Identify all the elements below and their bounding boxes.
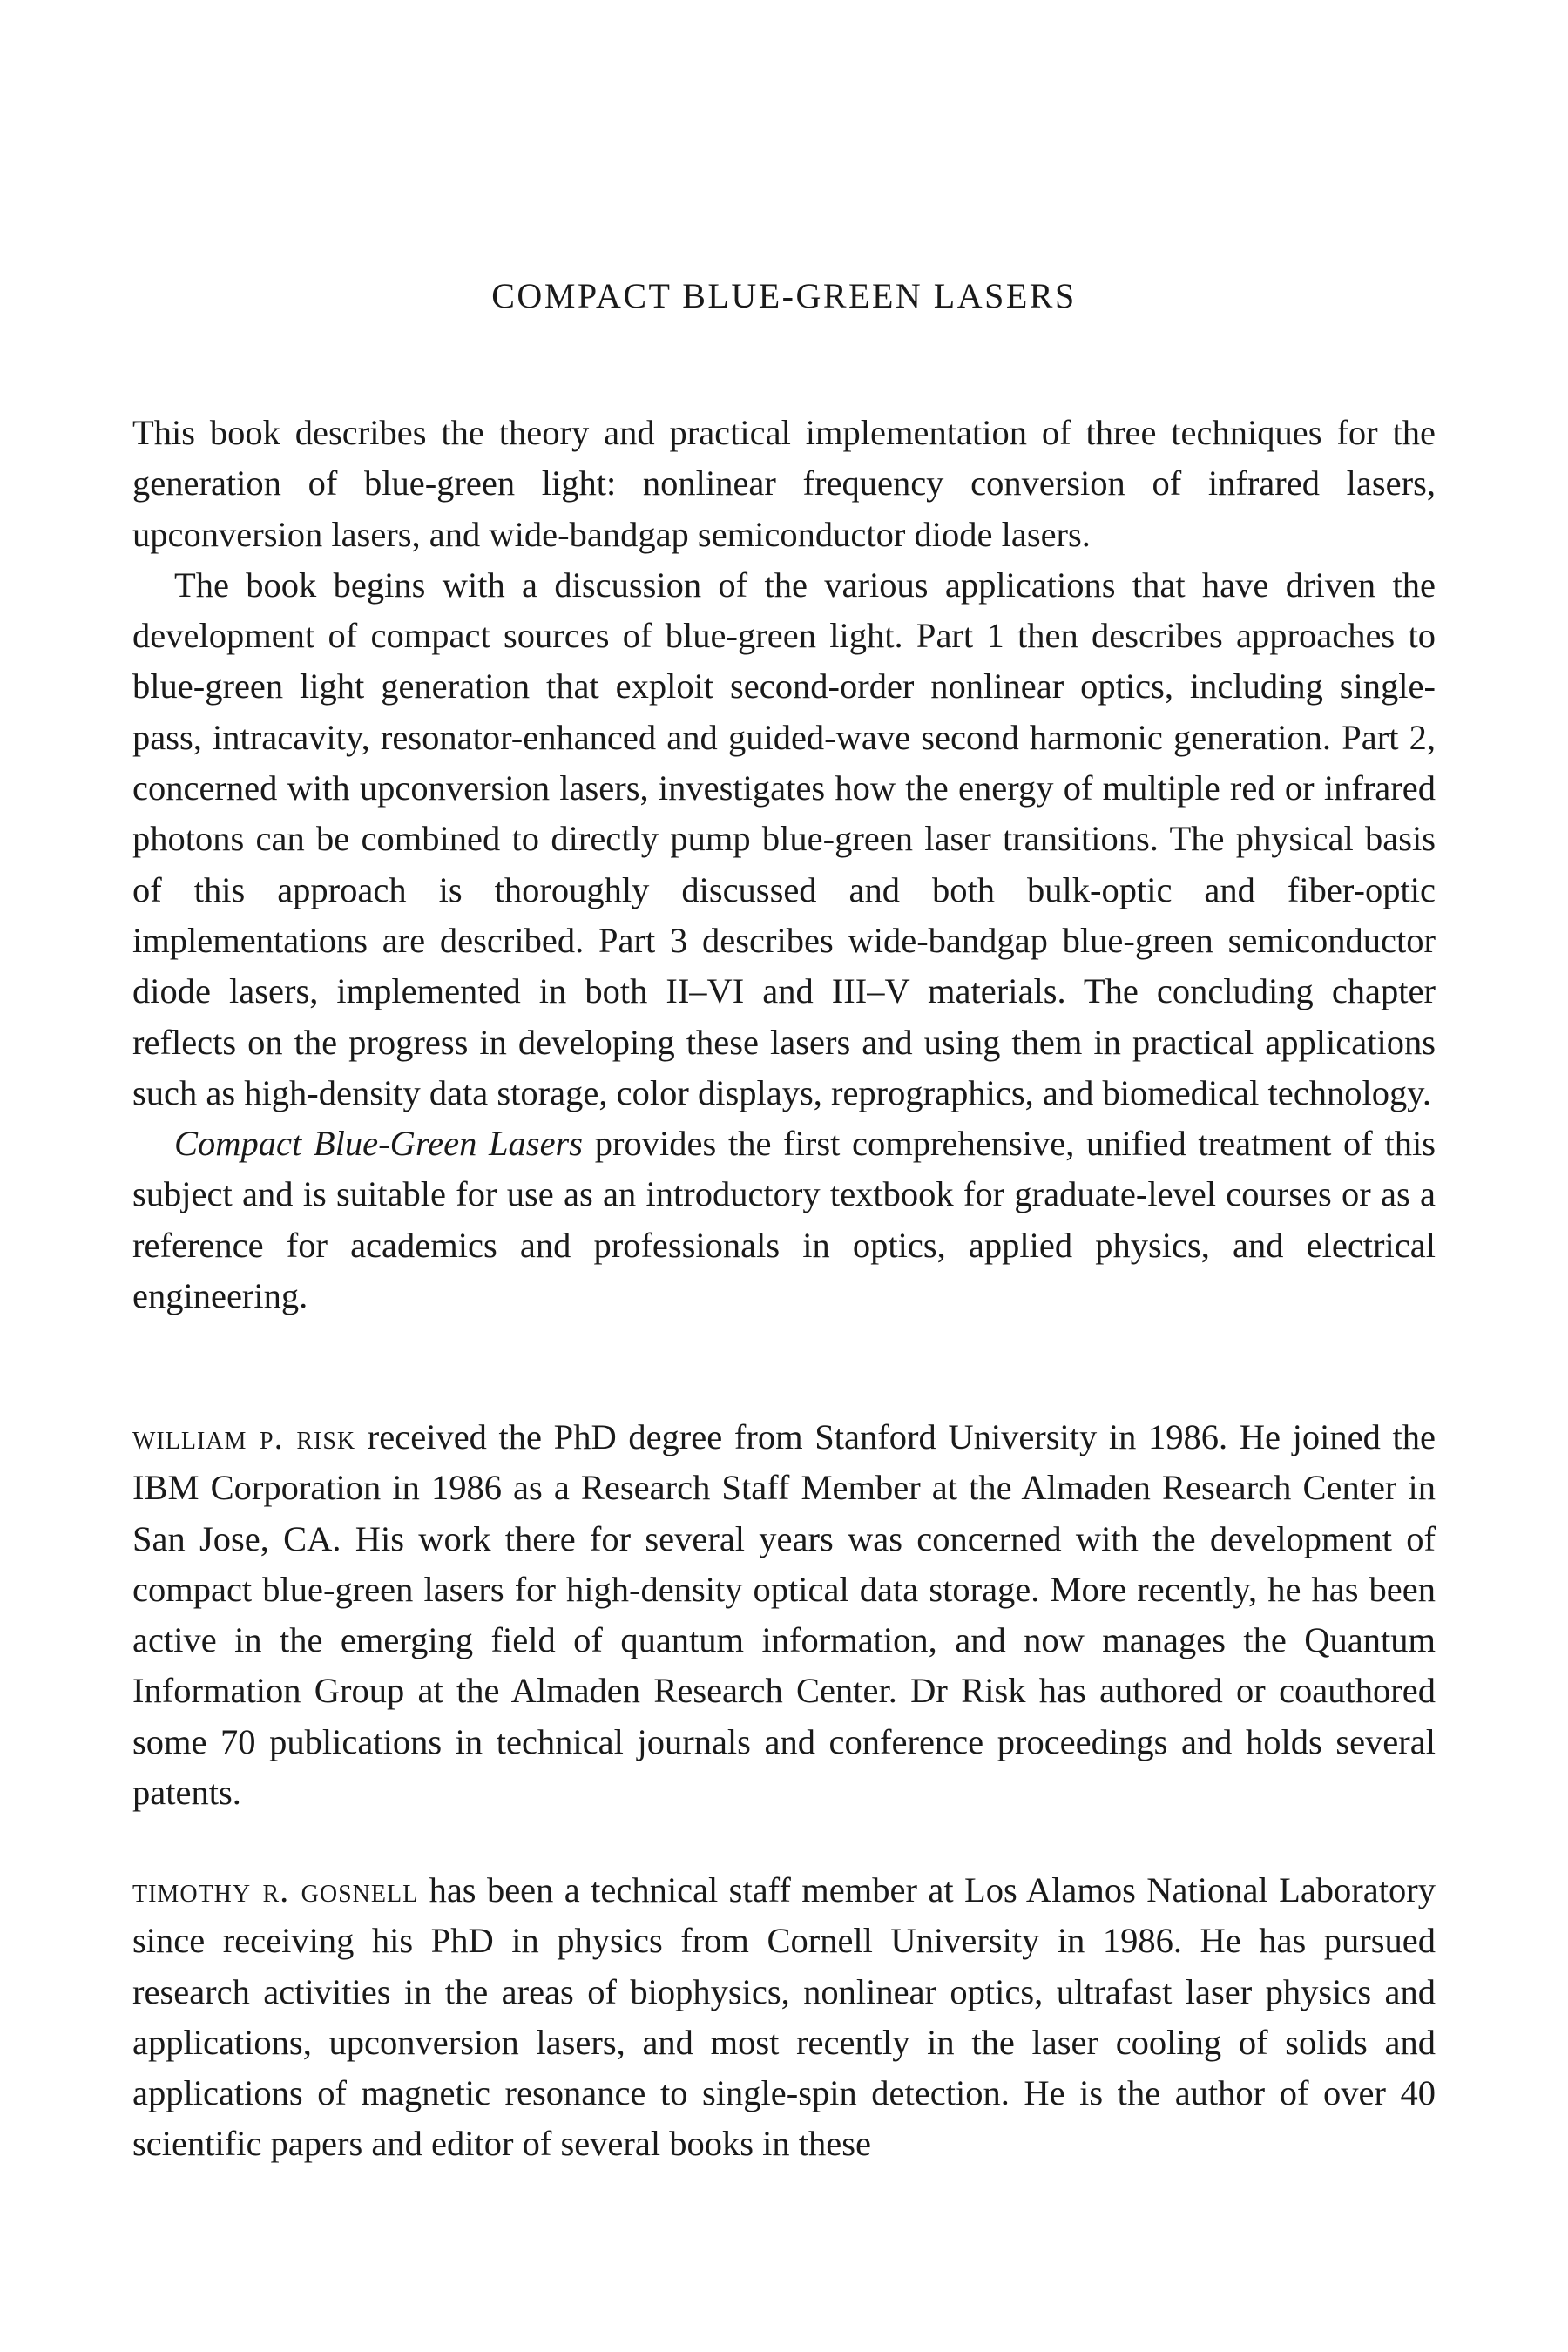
author-bio-paragraph: [132, 1865, 1436, 2170]
summary-paragraph-3-text: provides the first comprehensive, unified treatment of this subject and is suitable for use as an introductory textbook for graduate-level courses or as a reference for academics and professionals in optics, applied physics, and electrical engineering.: [132, 1124, 1436, 1316]
book-title: COMPACT BLUE-GREEN LASERS: [491, 276, 1077, 315]
book-title-italic: Compact Blue-Green Lasers: [174, 1124, 584, 1164]
book-summary: [132, 408, 1436, 1321]
summary-paragraph-2: The book begins with a discussion of the various applications that have driven the development of compact sources of blue-green light. Part 1 then describes approaches to blue-green light generation that exploit second-order nonlinear optics, including single-pass, intracavity, resonator-enhanced and guided-wave second harmonic generation. Part 2, concerned with upconversion lasers, investigates how the energy of multiple red or infrared photons can be combined to directly pump blue-green laser transitions. The physical basis of this approach is thoroughly discussed and both bulk-optic and fiber-optic implementations are described. Part 3 describes wide-bandgap blue-green semiconductor diode lasers, implemented in both II–VI and III–V materials. The concluding chapter reflects on the progress in developing these lasers and using them in practical applications such as high-density data storage, color displays, reprographics, and biomedical technology.: [132, 564, 1436, 1112]
author-bio-text: has been a technical staff member at Los Alamos National Laboratory since receiving his PhD in physics from Cornell University in 1986. He has pursued research activities in the areas of biophysics, nonlinear optics, ultrafast laser physics and applications, upconversion lasers, and most recently in the laser cooling of solids and applications of magnetic resonance to single-spin detection. He is the author of over 40 scientific papers and editor of several books in these: [132, 1870, 1436, 2164]
summary-paragraph-1: This book describes the theory and practical implementation of three techniques for the generation of blue-green light: nonlinear frequency conversion of infrared lasers, upconversion lasers, and wide-bandgap semiconductor diode lasers.: [132, 413, 1436, 554]
author-bio-text: received the PhD degree from Stanford University in 1986. He joined the IBM Corporation in 1986 as a Research Staff Member at the Almaden Research Center in San Jose, CA. His work there for several years was concerned with the development of compact blue-green lasers for high-density optical data storage. More recently, he has been active in the emerging field of quantum information, and now manages the Quantum Information Group at the Almaden Research Center. Dr Risk has authored or coauthored some 70 publications in technical journals and conference proceedings and holds several patents.: [132, 1417, 1436, 1813]
author-bio-paragraph: [132, 1412, 1436, 1818]
author-name: timothy r. gosnell: [132, 1870, 419, 1909]
author-name: william p. risk: [132, 1417, 356, 1456]
author-bio-gosnell: [132, 1865, 1436, 2170]
author-bio-risk: [132, 1412, 1436, 1818]
summary-paragraph-3: [132, 1119, 1436, 1321]
